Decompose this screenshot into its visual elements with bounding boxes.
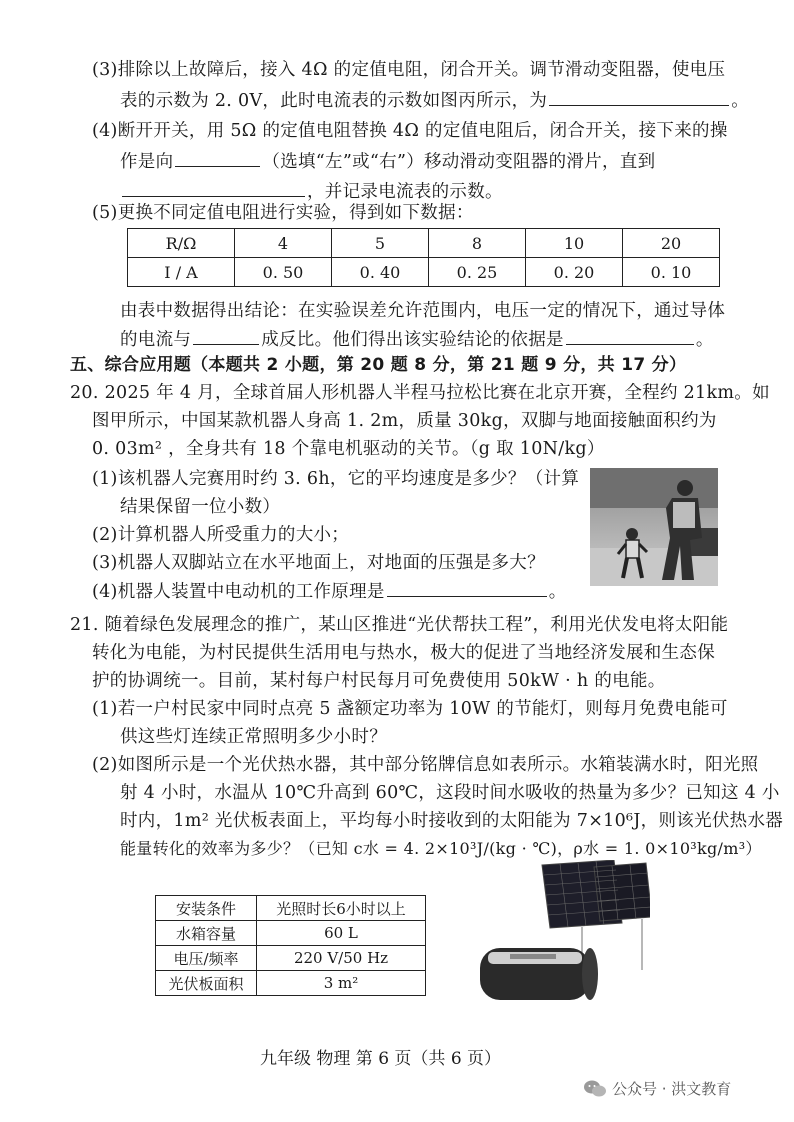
q21-line2: 转化为电能，为村民提供生活用电与热水，极大的促进了当地经济发展和生态保: [92, 643, 715, 663]
robot-marathon-photo: [590, 468, 718, 586]
watermark: [584, 1078, 731, 1099]
table-cell: 8: [429, 229, 526, 258]
q21-line1: 21. 随着绿色发展理念的推广，某山区推进“光伏帮扶工程”，利用光伏发电将太阳能: [70, 615, 729, 635]
q20-sub1-line2: 结果保留一位小数）: [120, 497, 281, 517]
data-table: [127, 228, 720, 287]
table-row: [156, 896, 426, 921]
answer-blank-inverse[interactable]: [193, 326, 259, 345]
q20-line3: 0. 03m² ，全身共有 18 个靠电机驱动的关节。（g 取 10N/kg）: [92, 439, 605, 459]
table-row: [156, 946, 426, 971]
table-cell: 0. 25: [429, 258, 526, 287]
table-cell: 20: [623, 229, 720, 258]
table-cell: 10: [526, 229, 623, 258]
answer-blank-basis[interactable]: [566, 326, 694, 345]
watermark-text: 公众号 · 洪文教育: [612, 1080, 732, 1098]
q20-sub4-text: (4)机器人装置中电动机的工作原理是: [92, 582, 385, 602]
table-row: [128, 258, 720, 287]
answer-blank-motor[interactable]: [387, 578, 547, 597]
spec-key: 电压/频率: [156, 946, 257, 971]
q19-conclusion-line2: [120, 326, 714, 353]
nameplate-table: [155, 895, 426, 996]
table-header-i: I / A: [128, 258, 235, 287]
q20-sub4: [92, 578, 567, 605]
table-cell: 0. 40: [332, 258, 429, 287]
spec-value: 220 V/50 Hz: [257, 946, 426, 971]
q20-sub3: (3)机器人双脚站立在水平地面上，对地面的压强是多大？: [92, 553, 545, 573]
q21-sub1-line1: (1)若一户村民家中同时点亮 5 盏额定功率为 10W 的节能灯，则每月免费电能可: [92, 699, 728, 719]
spec-key: 安装条件: [156, 896, 257, 921]
punct: 。: [695, 330, 714, 350]
wechat-icon: [584, 1080, 606, 1098]
q20-line1: 20. 2025 年 4 月，全球首届人形机器人半程马拉松比赛在北京开赛，全程约 21km。如: [70, 383, 770, 403]
q21-line3: 护的协调统一。目前，某村每户村民每月可免费使用 50kW · h 的电能。: [92, 671, 666, 691]
q20-sub1-line1: (1)该机器人完赛用时约 3. 6h，它的平均速度是多少？（计算: [92, 469, 580, 489]
q21-sub2-line2: 射 4 小时，水温从 10℃升高到 60℃，这段时间水吸收的热量为多少？已知这 4 小: [120, 783, 780, 803]
q19-part4-text: 作是向: [120, 152, 174, 172]
q19-part3-line2: [120, 87, 749, 114]
q19-part4-line2: [120, 148, 655, 175]
q20-sub2: (2)计算机器人所受重力的大小；: [92, 525, 350, 545]
table-cell: 5: [332, 229, 429, 258]
q21-sub2-line3: 时内，1m² 光伏板表面上，平均每小时接收到的太阳能为 7×10⁶J，则该光伏热水器: [120, 811, 784, 831]
table-header-r: R/Ω: [128, 229, 235, 258]
q21-sub2-line4: 能量转化的效率为多少？（已知 c水 = 4. 2×10³J/(kg · ℃)，ρ水 = 1. 0×10³kg/m³）: [120, 839, 762, 858]
answer-blank-current[interactable]: [549, 87, 729, 106]
q19-conclusion-line1: 由表中数据得出结论：在实验误差允许范围内，电压一定的情况下，通过导体: [120, 301, 726, 321]
answer-blank-until[interactable]: [122, 178, 305, 197]
q19-part3-text: 表的示数为 2. 0V，此时电流表的示数如图丙所示，为: [120, 91, 548, 111]
punct: 。: [548, 582, 567, 602]
spec-value: 3 m²: [257, 971, 426, 996]
table-cell: 4: [235, 229, 332, 258]
q19-part4-text3: ，并记录电流表的示数。: [307, 182, 503, 202]
spec-key: 光伏板面积: [156, 971, 257, 996]
q21-sub2-line1: (2)如图所示是一个光伏热水器，其中部分铭牌信息如表所示。水箱装满水时，阳光照: [92, 755, 759, 775]
q19-part5: (5)更换不同定值电阻进行实验，得到如下数据：: [92, 203, 474, 223]
conclusion-text2: 成反比。他们得出该实验结论的依据是: [261, 330, 564, 350]
table-row: [156, 921, 426, 946]
spec-key: 水箱容量: [156, 921, 257, 946]
table-cell: 0. 20: [526, 258, 623, 287]
table-row: [156, 971, 426, 996]
table-cell: 0. 10: [623, 258, 720, 287]
q19-part4-text2: （选填“左”或“右”）移动滑动变阻器的滑片，直到: [262, 152, 656, 172]
page-footer: 九年级 物理 第 6 页（共 6 页）: [260, 1049, 502, 1069]
q19-part3-line1: (3)排除以上故障后，接入 4Ω 的定值电阻，闭合开关。调节滑动变阻器，使电压: [92, 60, 726, 80]
punct: 。: [731, 91, 750, 111]
q19-part4-line1: (4)断开开关，用 5Ω 的定值电阻替换 4Ω 的定值电阻后，闭合开关，接下来的操: [92, 121, 728, 141]
solar-water-heater-illustration: [470, 860, 650, 1015]
answer-blank-direction[interactable]: [175, 148, 260, 167]
q21-sub1-line2: 供这些灯连续正常照明多少小时？: [120, 727, 387, 747]
spec-value: 光照时长6小时以上: [257, 896, 426, 921]
q20-line2: 图甲所示，中国某款机器人身高 1. 2m，质量 30kg，双脚与地面接触面积约为: [92, 411, 717, 431]
spec-value: 60 L: [257, 921, 426, 946]
table-cell: 0. 50: [235, 258, 332, 287]
conclusion-text: 的电流与: [120, 330, 192, 350]
section-heading: 五、综合应用题（本题共 2 小题，第 20 题 8 分，第 21 题 9 分，共 17 分）: [70, 355, 687, 375]
table-row: [128, 229, 720, 258]
